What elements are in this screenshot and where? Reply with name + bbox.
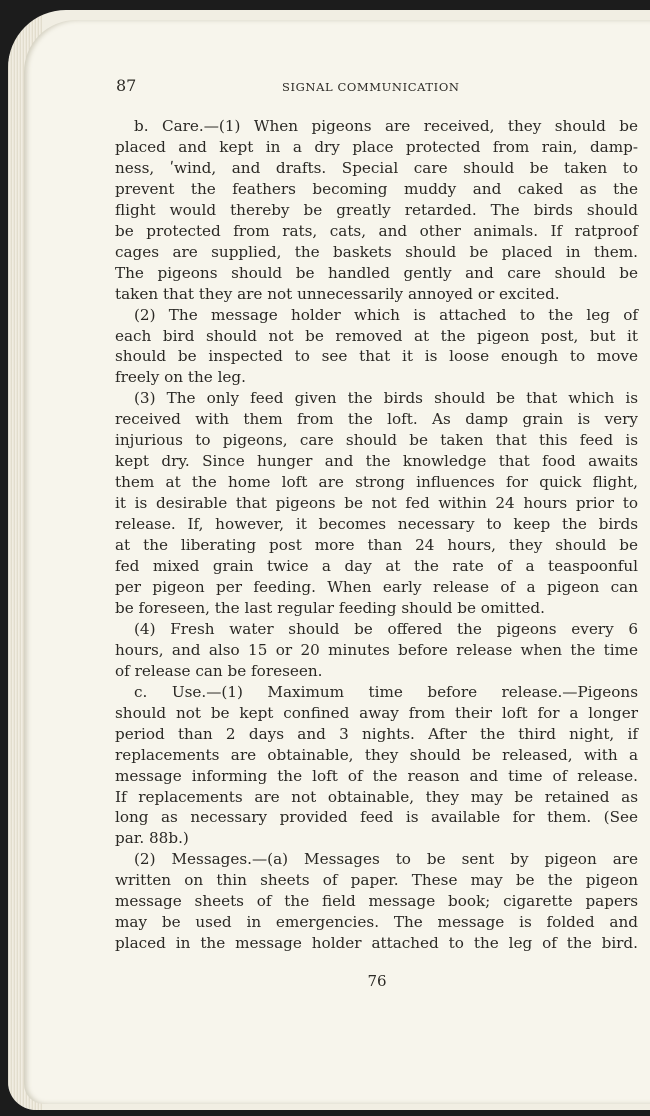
text-line: par. 88b.): [115, 829, 189, 848]
text-line: b. Care.—(1) When pigeons are received, they should be: [134, 117, 638, 135]
text-line: injurious to pigeons, care should be taken that this feed is: [115, 431, 638, 450]
text-line: placed and kept in a dry place protected from rain, damp-: [115, 137, 638, 156]
footer-page-number: 76: [367, 972, 387, 990]
text-line: release. If, however, it becomes necessary to keep the birds: [115, 515, 638, 534]
text-line: of release can be foreseen.: [115, 661, 323, 680]
text-line: should not be kept confined away from their loft for a longer: [115, 703, 638, 722]
text-line: long as necessary provided feed is available for them. (See: [115, 808, 638, 827]
text-line: If replacements are not obtainable, they may be retained as: [115, 787, 638, 806]
text-line: be foreseen, the last regular feeding should be omitted.: [115, 598, 545, 617]
body-text: [115, 116, 638, 954]
page-header: [0, 75, 650, 97]
text-line: ness, ʹwind, and drafts. Special care should be taken to: [115, 158, 638, 177]
text-line: (3) The only feed given the birds should be that which is: [134, 389, 638, 408]
text-line: freely on the leg.: [115, 368, 246, 387]
text-line: written on thin sheets of paper. These may be the pigeon: [115, 871, 638, 890]
text-line: The pigeons should be handled gently and care should be: [115, 263, 638, 282]
text-line: hours, and also 15 or 20 minutes before release when the time: [115, 640, 638, 659]
header-page-number: 87: [116, 76, 137, 95]
text-line: c. Use.—(1) Maximum time before release.—Pigeons: [134, 682, 638, 701]
text-line: (2) Messages.—(a) Messages to be sent by pigeon are: [134, 850, 638, 869]
text-line: replacements are obtainable, they should be released, with a: [115, 745, 638, 764]
text-line: message sheets of the field message book; cigarette papers: [115, 892, 638, 911]
text-line: placed in the message holder attached to the leg of the bird.: [115, 934, 638, 953]
text-line: taken that they are not unnecessarily annoyed or excited.: [115, 284, 560, 303]
text-line: (2) The message holder which is attached to the leg of: [134, 305, 638, 324]
text-line: cages are supplied, the baskets should be placed in them.: [115, 242, 638, 261]
text-line: them at the home loft are strong influences for quick flight,: [115, 473, 638, 492]
text-line: received with them from the loft. As damp grain is very: [115, 410, 638, 429]
running-head: SIGNAL COMMUNICATION: [282, 80, 460, 94]
text-line: it is desirable that pigeons be not fed within 24 hours prior to: [115, 494, 638, 513]
text-line: flight would thereby be greatly retarded. The birds should: [115, 200, 638, 219]
text-line: be protected from rats, cats, and other animals. If ratproof: [115, 221, 638, 240]
text-line: message informing the loft of the reason and time of release.: [115, 766, 638, 785]
text-line: may be used in emergencies. The message is folded and: [115, 913, 638, 932]
text-line: at the liberating post more than 24 hours, they should be: [115, 536, 638, 555]
text-line: period than 2 days and 3 nights. After the third night, if: [115, 724, 638, 743]
page-footer: [0, 972, 650, 990]
text-line: should be inspected to see that it is loose enough to move: [115, 347, 638, 366]
text-line: fed mixed grain twice a day at the rate of a teaspoonful: [115, 557, 638, 576]
text-line: (4) Fresh water should be offered the pigeons every 6: [134, 619, 638, 638]
text-line: prevent the feathers becoming muddy and caked as the: [115, 179, 638, 198]
text-line: each bird should not be removed at the pigeon post, but it: [115, 326, 638, 345]
text-line: per pigeon per feeding. When early release of a pigeon can: [115, 577, 638, 596]
text-line: kept dry. Since hunger and the knowledge that food awaits: [115, 452, 638, 471]
